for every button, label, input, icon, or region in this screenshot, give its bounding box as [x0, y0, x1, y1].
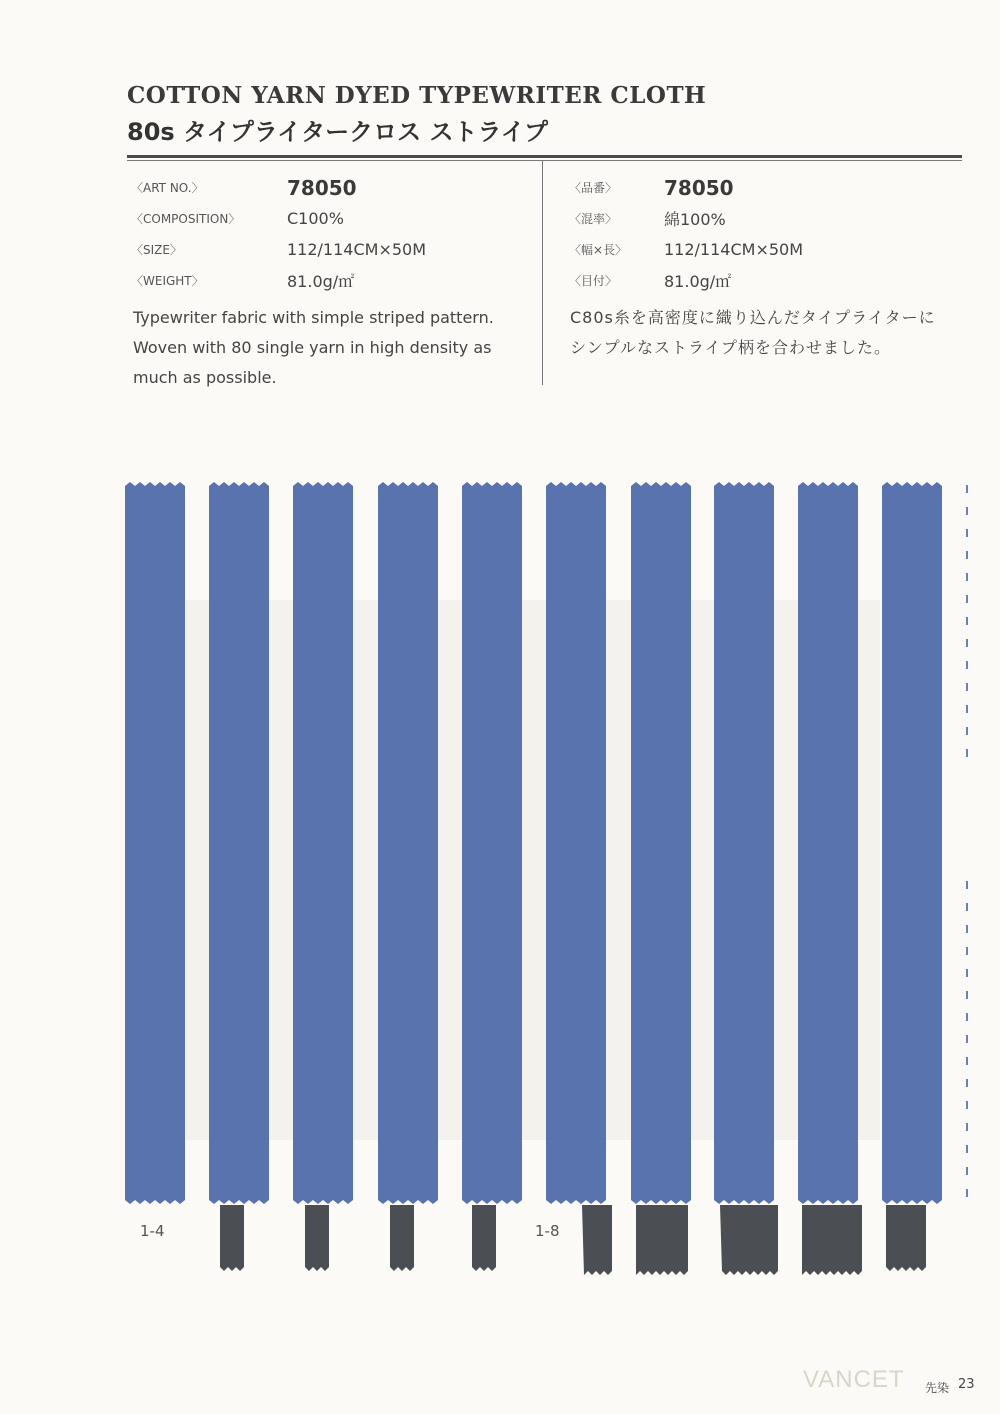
- fabric-stripe: [462, 482, 522, 1204]
- fabric-tab: [720, 1205, 778, 1275]
- fabric-tab: [390, 1205, 414, 1271]
- selvage-mark: [966, 683, 968, 691]
- spec-label: 〈幅×長〉: [569, 243, 628, 257]
- spec-table-ja: [569, 172, 969, 296]
- description-line: C80s糸を高密度に織り込んだタイプライターに: [570, 308, 936, 327]
- spec-value: 81.0g/㎡: [287, 272, 355, 291]
- fabric-stripe: [714, 482, 774, 1204]
- selvage-mark: [966, 1167, 968, 1175]
- spec-value: 綿100%: [664, 210, 726, 229]
- page-number: 23: [958, 1377, 975, 1392]
- fabric-tab: [472, 1205, 496, 1271]
- description-line: Woven with 80 single yarn in high density as: [133, 338, 492, 357]
- selvage-mark: [966, 727, 968, 735]
- fabric-stripe: [293, 482, 353, 1204]
- selvage-mark: [966, 1123, 968, 1131]
- spec-label: 〈品番〉: [569, 181, 618, 195]
- spec-value: 81.0g/㎡: [664, 272, 732, 291]
- spec-value: 78050: [287, 175, 357, 200]
- fabric-stripe: [798, 482, 858, 1204]
- selvage-mark: [966, 925, 968, 933]
- spec-label: 〈ART NO.〉: [131, 181, 204, 195]
- spec-label: 〈SIZE〉: [131, 243, 182, 257]
- selvage-mark: [966, 947, 968, 955]
- selvage-mark: [966, 881, 968, 889]
- spec-label: 〈COMPOSITION〉: [131, 212, 241, 226]
- header-rule-thin: [127, 160, 962, 161]
- spec-table-en: [131, 172, 531, 296]
- spec-row-art-no-ja: [569, 172, 969, 203]
- spec-value: 78050: [664, 175, 734, 200]
- spec-value: 112/114CM×50M: [664, 240, 804, 259]
- spec-label: 〈混率〉: [569, 212, 618, 226]
- selvage-mark: [966, 661, 968, 669]
- spec-value: 112/114CM×50M: [287, 240, 427, 259]
- selvage-mark: [966, 969, 968, 977]
- fabric-stripe: [546, 482, 606, 1204]
- spec-row-composition: [131, 203, 531, 234]
- selvage-mark: [966, 1145, 968, 1153]
- description-en: [133, 303, 533, 393]
- selvage-mark: [966, 529, 968, 537]
- swatch-label-1-8: 1-8: [535, 1222, 560, 1240]
- spec-row-weight: [131, 265, 531, 296]
- spec-row-composition-ja: [569, 203, 969, 234]
- fabric-stripe: [378, 482, 438, 1204]
- description-ja: [570, 303, 960, 363]
- fabric-stripe: [125, 482, 185, 1204]
- spec-row-size: [131, 234, 531, 265]
- description-line: シンプルなストライプ柄を合わせました。: [570, 338, 892, 357]
- fabric-tab: [802, 1205, 862, 1275]
- selvage-mark: [966, 903, 968, 911]
- spec-row-weight-ja: [569, 265, 969, 296]
- selvage-mark: [966, 1057, 968, 1065]
- selvage-mark: [966, 507, 968, 515]
- fabric-backing-shadow: [180, 600, 880, 1140]
- selvage-mark: [966, 1189, 968, 1197]
- spec-value: C100%: [287, 209, 344, 228]
- selvage-mark: [966, 1101, 968, 1109]
- page-title-ja: 80s タイプライタークロス ストライプ: [127, 118, 549, 146]
- spec-row-art-no: [131, 172, 531, 203]
- spec-row-size-ja: [569, 234, 969, 265]
- fabric-tab: [582, 1205, 612, 1275]
- fabric-tab: [305, 1205, 329, 1271]
- header-rule: [127, 155, 962, 158]
- page-title-en: COTTON YARN DYED TYPEWRITER CLOTH: [127, 82, 707, 109]
- selvage-mark: [966, 1035, 968, 1043]
- fabric-tab: [636, 1205, 688, 1275]
- swatch-label-1-4: 1-4: [140, 1222, 165, 1240]
- description-line: Typewriter fabric with simple striped pattern.: [133, 308, 494, 327]
- selvage-mark: [966, 595, 968, 603]
- selvage-mark: [966, 705, 968, 713]
- selvage-mark: [966, 1079, 968, 1087]
- selvage-mark: [966, 1013, 968, 1021]
- fabric-tab: [220, 1205, 244, 1271]
- fabric-stripe: [631, 482, 691, 1204]
- fabric-stripe: [882, 482, 942, 1204]
- fabric-tab: [886, 1205, 926, 1271]
- description-line: much as possible.: [133, 368, 277, 387]
- selvage-mark: [966, 749, 968, 757]
- selvage-mark: [966, 617, 968, 625]
- section-label: 先染: [925, 1381, 950, 1395]
- selvage-mark: [966, 991, 968, 999]
- spec-label: 〈WEIGHT〉: [131, 274, 204, 288]
- fabric-stripe: [209, 482, 269, 1204]
- selvage-mark: [966, 639, 968, 647]
- brand-logo: VANCET: [803, 1366, 905, 1393]
- selvage-mark: [966, 573, 968, 581]
- selvage-mark: [966, 551, 968, 559]
- spec-label: 〈目付〉: [569, 274, 618, 288]
- selvage-mark: [966, 485, 968, 493]
- column-divider: [542, 160, 543, 385]
